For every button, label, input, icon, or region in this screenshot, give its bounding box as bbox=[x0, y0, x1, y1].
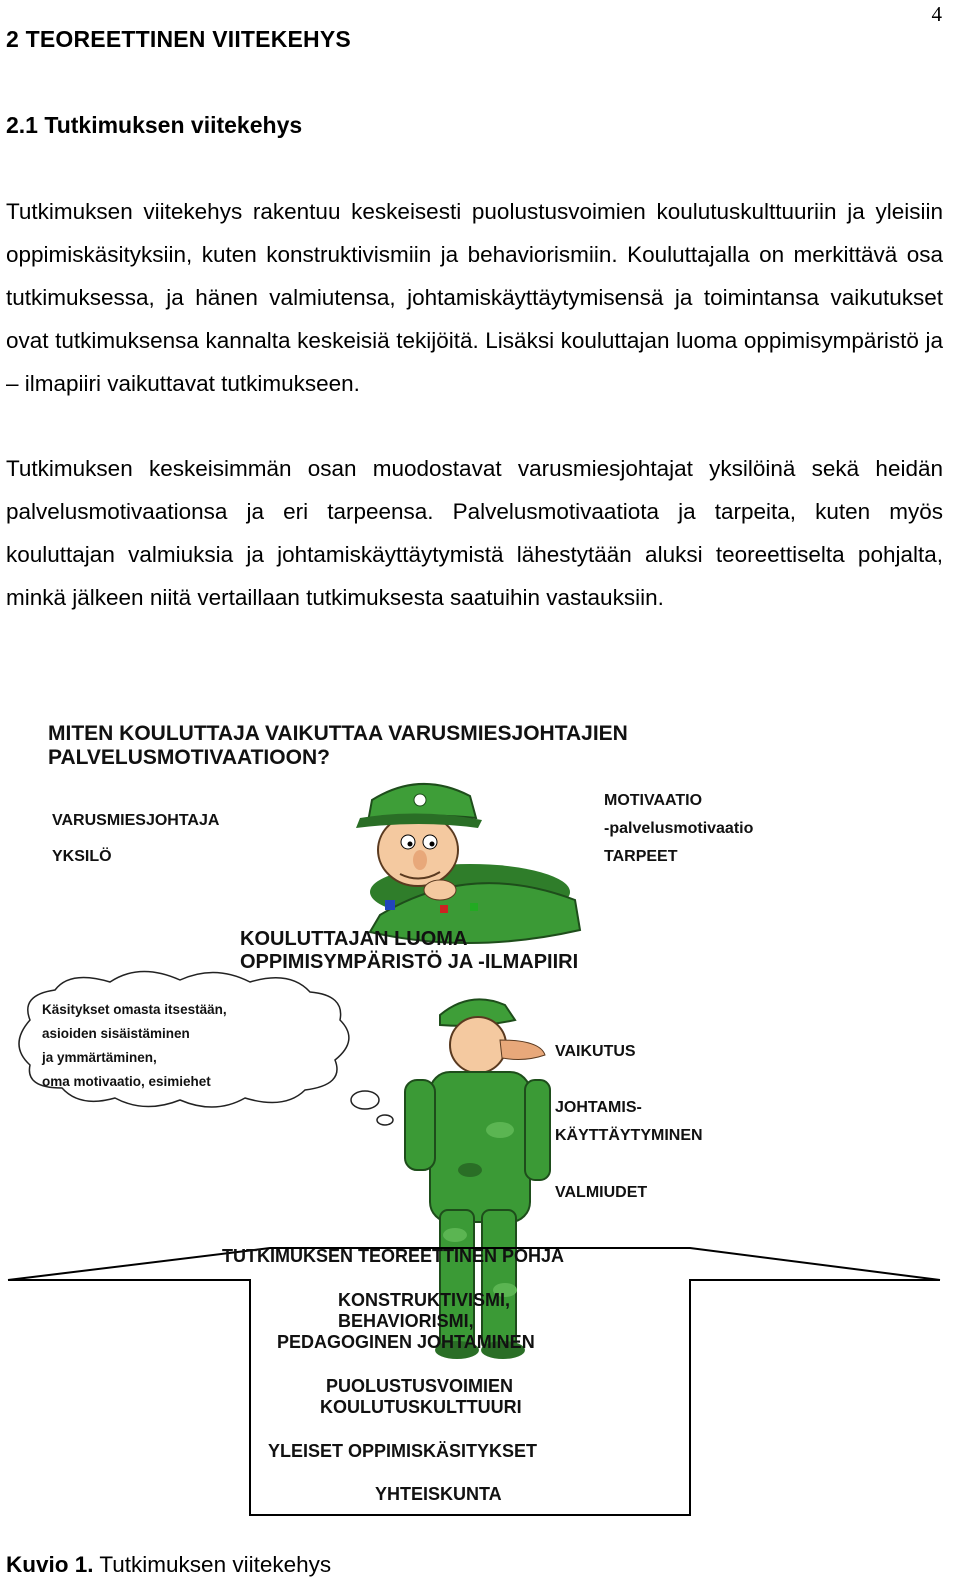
page-number: 4 bbox=[931, 2, 942, 26]
cloud-line2: asioiden sisäistäminen bbox=[42, 1026, 190, 1041]
thought-cloud bbox=[19, 971, 393, 1125]
base-line1: KONSTRUKTIVISMI, bbox=[338, 1290, 511, 1310]
cloud-line1: Käsitykset omasta itsestään, bbox=[42, 1002, 227, 1017]
base-line3: PEDAGOGINEN JOHTAMINEN bbox=[277, 1332, 535, 1352]
section-heading: 2.1 Tutkimuksen viitekehys bbox=[6, 112, 303, 138]
caption-label: Kuvio 1. bbox=[6, 1552, 94, 1577]
conscript-illustration bbox=[356, 784, 580, 943]
cloud-line4: oma motivaatio, esimiehet bbox=[42, 1074, 211, 1089]
base-line7: YHTEISKUNTA bbox=[375, 1484, 502, 1504]
label-motivaatio: MOTIVAATIO bbox=[604, 792, 703, 809]
framework-figure bbox=[0, 700, 960, 1540]
base-line6: YLEISET OPPIMISKÄSITYKSET bbox=[268, 1441, 538, 1461]
label-varusmiesjohtaja: VARUSMIESJOHTAJA bbox=[52, 812, 220, 829]
label-vaikutus: VAIKUTUS bbox=[555, 1043, 636, 1060]
base-line4: PUOLUSTUSVOIMIEN bbox=[326, 1376, 514, 1396]
label-palvelusmotivaatio: -palvelusmotivaatio bbox=[604, 820, 754, 837]
caption-text: Tutkimuksen viitekehys bbox=[93, 1552, 332, 1577]
figure-title-line1: MITEN KOULUTTAJA VAIKUTTAA VARUSMIESJOHTAJIEN bbox=[48, 722, 628, 745]
chapter-heading: 2 TEOREETTINEN VIITEKEHYS bbox=[6, 26, 351, 52]
environment-line1: KOULUTTAJAN LUOMA bbox=[240, 928, 468, 950]
figure-title-line2: PALVELUSMOTIVAATIOON? bbox=[48, 746, 330, 769]
figure-caption bbox=[6, 1552, 331, 1578]
label-johtamis: JOHTAMIS- bbox=[555, 1099, 642, 1116]
base-title: TUTKIMUKSEN TEOREETTINEN POHJA bbox=[222, 1246, 565, 1266]
cloud-line3: ja ymmärtäminen, bbox=[42, 1050, 157, 1065]
environment-line2: OPPIMISYMPÄRISTÖ JA -ILMAPIIRI bbox=[240, 951, 579, 973]
label-tarpeet: TARPEET bbox=[604, 848, 678, 865]
label-kayttaytyminen: KÄYTTÄYTYMINEN bbox=[555, 1127, 703, 1144]
base-line2: BEHAVIORISMI, bbox=[338, 1311, 474, 1331]
label-valmiudet: VALMIUDET bbox=[555, 1184, 648, 1201]
paragraph-2: Tutkimuksen keskeisimmän osan muodostavat varusmiesjohtajat yksilöinä sekä heidän palvelusmotivaationsa ja eri tarpeensa. Palvelusmotivaatiota ja tarpeita, kuten myös kouluttajan valmiuksia ja johtamiskäyttäytymistä lähestytään aluksi teoreettiselta pohjalta, minkä jälkeen niitä vertaillaan tutkimuksesta saatuihin vastauksiin. bbox=[6, 456, 943, 610]
base-line5: KOULUTUSKULTTUURI bbox=[320, 1397, 522, 1417]
label-yksilo: YKSILÖ bbox=[52, 848, 112, 865]
paragraph-1: Tutkimuksen viitekehys rakentuu keskeisesti puolustusvoimien koulutuskulttuuriin ja yleisiin oppimiskäsityksiin, kuten konstruktivismiin ja behaviorismiin. Kouluttajalla on merkittävä osa tutkimuksessa, ja hänen valmiutensa, johtamiskäyttäytymisensä ja toimintansa vaikutukset ovat tutkimuksensa kannalta keskeisiä tekijöitä. Lisäksi kouluttajan luoma oppimisympäristö ja – ilmapiiri vaikuttavat tutkimukseen. bbox=[6, 199, 943, 396]
